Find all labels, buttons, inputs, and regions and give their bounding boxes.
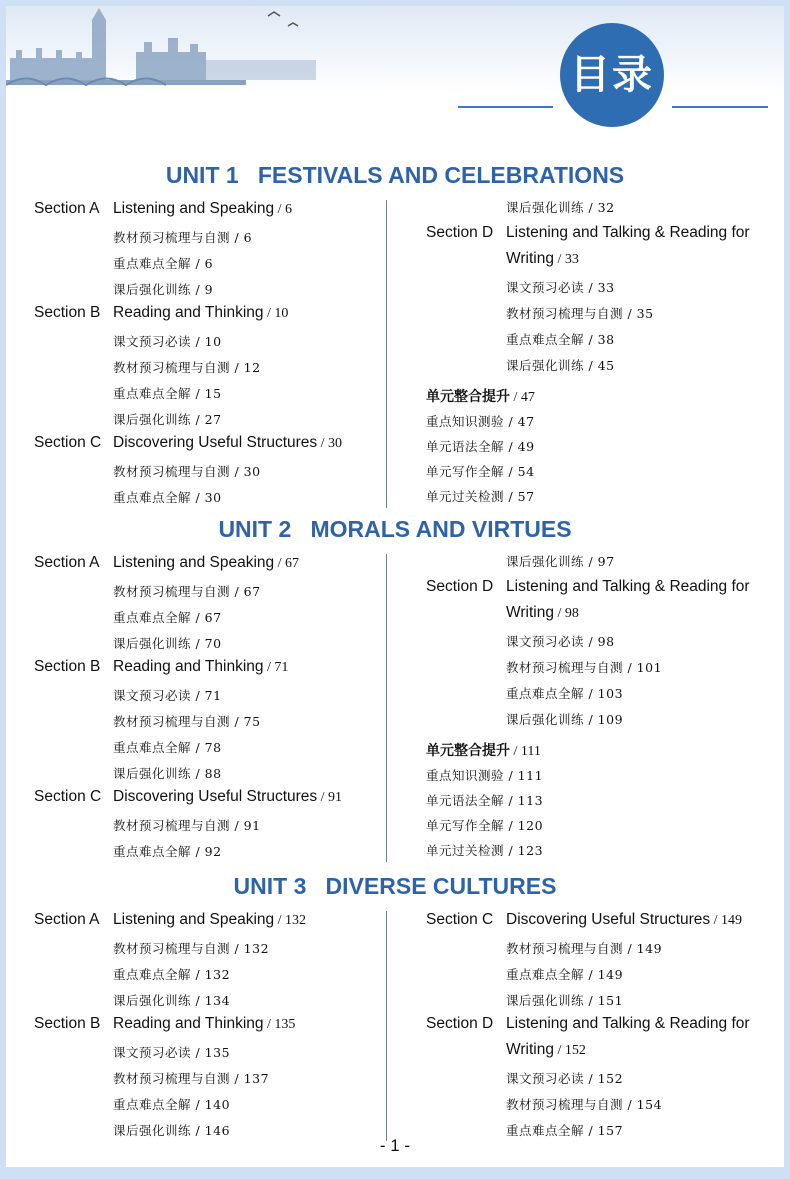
section-page-number: / 149 [710,913,743,928]
section-page-number: / 33 [553,252,579,267]
column-divider [386,911,387,1141]
toc-subitem: 课后强化训练 / 27 [113,412,222,427]
toc-subitem: 重点知识测验 / 47 [426,414,535,429]
left-section-label: Section C [34,788,102,805]
section-title-text: Writing [506,604,554,621]
section-page-number: / 30 [317,436,343,451]
unit-review-heading [426,386,535,406]
section-title-text: Listening and Speaking [113,200,275,217]
toc-subitem: 单元过关检测 / 57 [426,489,535,504]
toc-subitem: 单元过关检测 / 123 [426,843,544,858]
toc-subitem: 课后强化训练 / 45 [506,358,615,373]
section-title-text: Listening and Speaking [113,554,275,571]
toc-page [6,6,784,1167]
column-divider [386,554,387,862]
page-number: - 1 - [379,1136,411,1155]
toc-subitem: 教材预习梳理与自测 / 35 [506,306,654,321]
section-page-number: / 152 [553,1043,586,1058]
unit-heading: UNIT 2 MORALS AND VIRTUES [218,516,572,542]
left-section-title [113,788,342,806]
toc-subitem: 教材预习梳理与自测 / 67 [113,584,261,599]
right-section-label: Section C [426,911,494,928]
toc-subitem: 重点难点全解 / 103 [506,686,624,701]
toc-subitem: 课后强化训练 / 88 [113,766,222,781]
section-page-number: / 67 [274,556,300,571]
page-title: 目录 [560,23,664,127]
left-section-title [113,911,306,929]
section-title-text: Discovering Useful Structures [113,788,318,805]
section-title-text: Listening and Speaking [113,911,275,928]
right-section-title-cont [506,604,579,622]
section-page-number: / 91 [317,790,343,805]
toc-subitem: 课文预习必读 / 33 [506,280,615,295]
toc-subitem: 单元写作全解 / 54 [426,464,535,479]
toc-subitem: 教材预习梳理与自测 / 137 [113,1071,270,1086]
left-section-label: Section A [34,200,100,217]
toc-subitem: 重点难点全解 / 132 [113,967,231,982]
left-section-label: Section B [34,658,101,675]
section-title-text: Discovering Useful Structures [506,911,711,928]
toc-subitem: 重点难点全解 / 67 [113,610,222,625]
unit-heading: UNIT 1 FESTIVALS AND CELEBRATIONS [165,162,625,188]
toc-subitem: 课后强化训练 / 151 [506,993,624,1008]
section-page-number: / 135 [263,1017,296,1032]
right-section-title: Listening and Talking & Reading for [506,1015,750,1032]
toc-subitem: 课后强化训练 / 146 [113,1123,231,1138]
toc-subitem: 教材预习梳理与自测 / 91 [113,818,261,833]
unit-review-heading [426,740,541,760]
section-title-text: Reading and Thinking [113,658,264,675]
toc-subitem: 重点难点全解 / 140 [113,1097,231,1112]
toc-subitem: 课后强化训练 / 70 [113,636,222,651]
left-section-label: Section B [34,304,101,321]
right-section-title: Listening and Talking & Reading for [506,224,750,241]
toc-subitem: 重点难点全解 / 78 [113,740,222,755]
header-rule-right [672,106,768,108]
unit-heading: UNIT 3 DIVERSE CULTURES [233,873,557,899]
toc-subitem: 重点难点全解 / 157 [506,1123,624,1138]
review-title-text: 单元整合提升 [426,389,510,405]
right-section-label: Section D [426,224,494,241]
toc-subitem: 课文预习必读 / 10 [113,334,222,349]
toc-subitem: 单元语法全解 / 113 [426,793,544,808]
section-page-number: / 6 [274,202,293,217]
section-title-text: Writing [506,250,554,267]
toc-subitem: 课后强化训练 / 32 [506,200,615,215]
toc-subitem: 教材预习梳理与自测 / 132 [113,941,270,956]
left-section-title [113,1015,295,1033]
left-section-label: Section B [34,1015,101,1032]
toc-subitem: 单元写作全解 / 120 [426,818,544,833]
toc-subitem: 课文预习必读 / 98 [506,634,615,649]
toc-subitem: 教材预习梳理与自测 / 149 [506,941,663,956]
section-title-text: Reading and Thinking [113,304,264,321]
section-title-text: Discovering Useful Structures [113,434,318,451]
section-page-number: / 10 [263,306,289,321]
toc-subitem: 重点难点全解 / 30 [113,490,222,505]
toc-subitem: 教材预习梳理与自测 / 101 [506,660,663,675]
toc-subitem: 课后强化训练 / 97 [506,554,615,569]
toc-subitem: 课后强化训练 / 134 [113,993,231,1008]
toc-subitem: 重点难点全解 / 15 [113,386,222,401]
toc-subitem: 教材预习梳理与自测 / 75 [113,714,261,729]
toc-subitem: 重点难点全解 / 149 [506,967,624,982]
left-section-label: Section A [34,911,100,928]
review-page-number: / 111 [510,744,541,759]
toc-subitem: 教材预习梳理与自测 / 6 [113,230,253,245]
london-skyline-image [6,6,426,118]
toc-subitem: 教材预习梳理与自测 / 12 [113,360,261,375]
toc-subitem: 课后强化训练 / 109 [506,712,624,727]
left-section-title [113,304,288,322]
toc-subitem: 重点难点全解 / 38 [506,332,615,347]
section-title-text: Writing [506,1041,554,1058]
left-section-label: Section A [34,554,100,571]
toc-subitem: 单元语法全解 / 49 [426,439,535,454]
right-section-label: Section D [426,1015,494,1032]
toc-subitem: 课文预习必读 / 71 [113,688,222,703]
column-divider [386,200,387,508]
toc-subitem: 教材预习梳理与自测 / 30 [113,464,261,479]
right-section-title-cont [506,250,579,268]
left-section-title [113,200,292,218]
section-page-number: / 71 [263,660,289,675]
left-section-label: Section C [34,434,102,451]
toc-subitem: 教材预习梳理与自测 / 154 [506,1097,663,1112]
right-section-title: Listening and Talking & Reading for [506,578,750,595]
section-page-number: / 132 [274,913,307,928]
review-page-number: / 47 [510,390,535,405]
left-section-title [113,434,342,452]
toc-subitem: 课文预习必读 / 135 [113,1045,231,1060]
toc-subitem: 重点知识测验 / 111 [426,768,544,783]
right-section-title [506,911,742,929]
toc-subitem: 重点难点全解 / 92 [113,844,222,859]
section-page-number: / 98 [553,606,579,621]
toc-subitem: 重点难点全解 / 6 [113,256,214,271]
right-section-title-cont [506,1041,586,1059]
toc-subitem: 课文预习必读 / 152 [506,1071,624,1086]
section-title-text: Reading and Thinking [113,1015,264,1032]
left-section-title [113,658,288,676]
review-title-text: 单元整合提升 [426,743,510,759]
left-section-title [113,554,299,572]
toc-subitem: 课后强化训练 / 9 [113,282,214,297]
right-section-label: Section D [426,578,494,595]
header-rule-left [458,106,553,108]
